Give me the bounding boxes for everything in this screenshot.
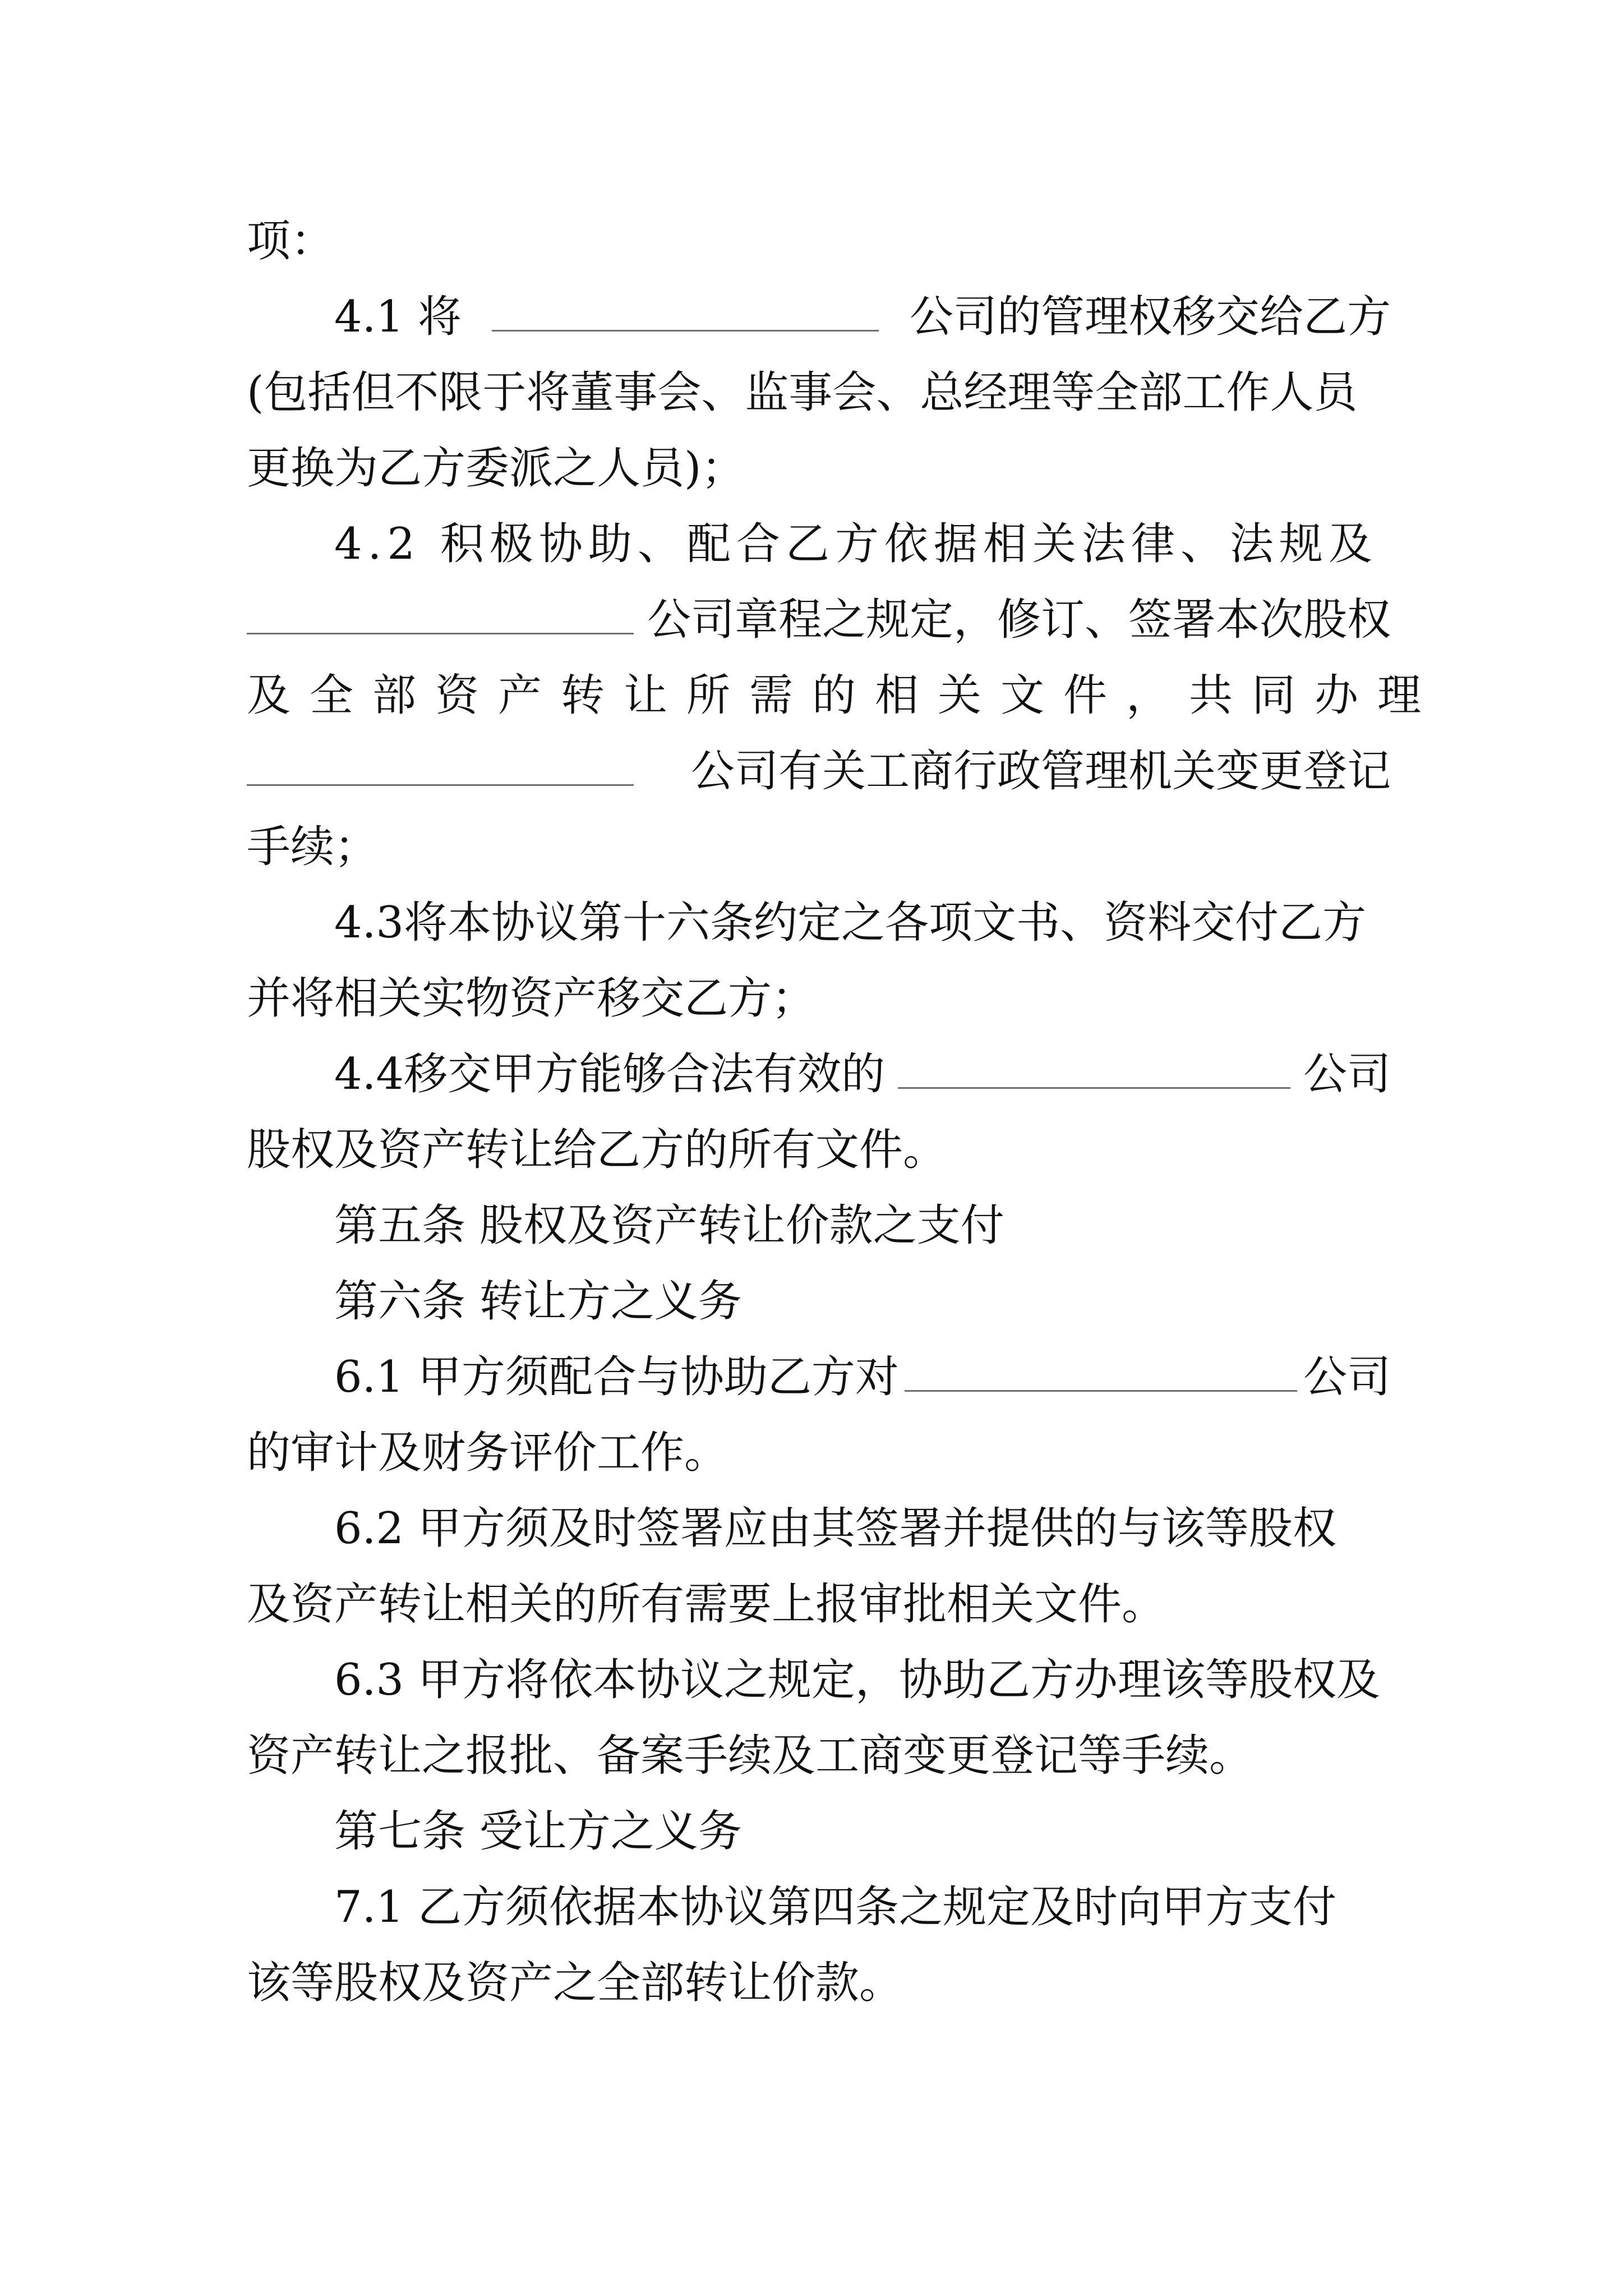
clause-4-1: 4.1 将 公司的管理权移交给乙方: [247, 289, 1391, 345]
clause-6-2: 6.2 甲方须及时签署应由其签署并提供的与该等股权: [334, 1503, 1336, 1554]
text-line: 股权及资产转让给乙方的所有文件。: [247, 1125, 947, 1175]
clause-6-1: 6.1 甲方须配合与协助乙方对 公司: [247, 1349, 1391, 1405]
blank-company-name[interactable]: [492, 289, 879, 332]
article-7-heading: 第七条 受让方之义务: [334, 1806, 742, 1857]
blank-company-name[interactable]: [898, 1047, 1290, 1089]
clause-4-3: 4.3将本协议第十六条约定之各项文书、资料交付乙方: [334, 898, 1367, 948]
blank-company-name[interactable]: [247, 744, 634, 786]
article-5-heading: 第五条 股权及资产转让价款之支付: [334, 1200, 1004, 1251]
blank-company-name[interactable]: [247, 592, 634, 634]
clause-7-1: 7.1 乙方须依据本协议第四条之规定及时向甲方支付: [334, 1882, 1336, 1932]
text-line: 更换为乙方委派之人员)；: [247, 443, 745, 494]
clause-6-3: 6.3 甲方将依本协议之规定，协助乙方办理该等股权及: [334, 1655, 1380, 1705]
text-line: (包括但不限于将董事会、监事会、总经理等全部工作人员: [247, 367, 1358, 418]
text-line: 该等股权及资产之全部转让价款。: [247, 1958, 903, 2008]
text-line: 的审计及财务评价工作。: [247, 1428, 728, 1478]
text-line: 项：: [247, 216, 335, 266]
text-line: 公司章程之规定，修订、签署本次股权: [247, 592, 1391, 648]
text-line: 及全部资产转让所需的相关文件，共同办理: [247, 670, 1441, 721]
text-line: 及资产转让相关的所有需要上报审批相关文件。: [247, 1579, 1166, 1630]
text-line: 公司有关工商行政管理机关变更登记: [247, 743, 1391, 799]
clause-4-2: 4.2 积极协助、配合乙方依据相关法律、法规及: [334, 519, 1378, 569]
text-line: 并将相关实物资产移交乙方；: [247, 973, 816, 1024]
clause-4-4: 4.4移交甲方能够合法有效的 公司: [247, 1046, 1391, 1102]
blank-company-name[interactable]: [905, 1350, 1297, 1392]
article-6-heading: 第六条 转让方之义务: [334, 1276, 742, 1327]
text-line: 手续；: [247, 822, 379, 872]
text-line: 资产转让之报批、备案手续及工商变更登记等手续。: [247, 1731, 1253, 1781]
